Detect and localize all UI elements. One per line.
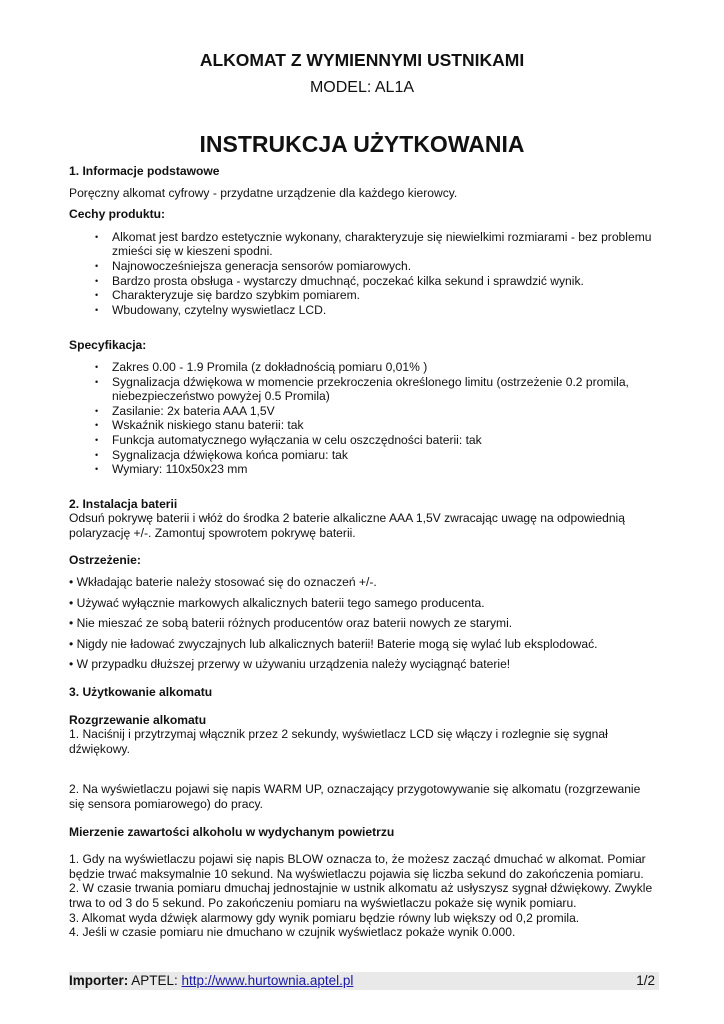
warning-item: • Nie mieszać ze sobą baterii różnych producentów oraz baterii nowych ze starymi.: [69, 616, 513, 631]
list-item: • Funkcja automatycznego wyłączania w celu oszczędności baterii: tak: [112, 433, 659, 448]
section-1-heading: 1. Informacje podstawowe: [69, 164, 220, 178]
list-item: • Wbudowany, czytelny wyswietlacz LCD.: [112, 303, 659, 318]
list-item: • Alkomat jest bardzo estetycznie wykonany, charakteryzuje się niewielkimi rozmiarami - bez problemu zmieści się w kieszeni spodni.: [112, 230, 659, 259]
warning-item: • Wkładając baterie należy stosować się do oznaczeń +/-.: [69, 575, 377, 590]
importer-website-link[interactable]: http://www.hurtownia.aptel.pl: [181, 973, 354, 988]
list-item: • Bardzo prosta obsługa - wystarczy dmuchnąć, poczekać kilka sekund i sprawdzić wynik.: [112, 274, 659, 289]
section-1-intro: Poręczny alkomat cyfrowy - przydatne urządzenie dla każdego kierowcy.: [69, 185, 458, 200]
warmup-heading: Rozgrzewanie alkomatu: [69, 712, 207, 727]
features-heading: Cechy produktu:: [69, 207, 166, 222]
section-2-text: Odsuń pokrywę baterii i włóż do środka 2 baterie alkaliczne AAA 1,5V zwracając uwagę na odpowiednią polaryzację +/-. Zamontuj spowrotem pokrywę baterii.: [69, 511, 625, 540]
warning-heading: Ostrzeżenie:: [69, 553, 141, 568]
list-item: • Zakres 0.00 - 1.9 Promila (z dokładnością pomiaru 0,01% ): [112, 360, 659, 375]
section-3-heading: 3. Użytkowanie alkomatu: [69, 685, 213, 700]
section-2-heading: 2. Instalacja baterii: [69, 496, 178, 511]
document-body: [69, 164, 659, 940]
warning-item: • Używać wyłącznie markowych alkalicznych baterii tego samego producenta.: [69, 595, 485, 610]
list-item: • Zasilanie: 2x bateria AAA 1,5V: [112, 404, 659, 419]
warmup-step-1: 1. Naciśnij i przytrzymaj włącznik przez 2 sekundy, wyświetlacz LCD się włączy i rozlegnie się sygnał dźwiękowy.: [69, 727, 608, 756]
list-item: • Sygnalizacja dźwiękowa końca pomiaru: tak: [112, 448, 659, 463]
warning-item: • W przypadku dłuższej przerwy w używaniu urządzenia należy wyciągnąć baterie!: [69, 657, 511, 672]
features-list: [69, 230, 659, 318]
page-footer: [69, 972, 659, 990]
measure-heading: Mierzenie zawartości alkoholu w wydychanym powietrzu: [69, 824, 395, 839]
page-number: 1/2: [636, 973, 655, 988]
measure-step: 1. Gdy na wyświetlaczu pojawi się napis BLOW oznacza to, że możesz zacząć dmuchać w alkomat. Pomiar będzie trwać maksymalnie 10 sekund. Na wyświetlaczu pojawia się liczba sekund do zakończenia pomiaru.: [69, 852, 646, 881]
measure-step: 2. W czasie trwania pomiaru dmuchaj jednostajnie w ustnik alkomatu aż usłyszysz sygnał dźwiękowy. Zwykle trwa to od 3 do 5 sekund. Po zakończeniu pomiaru na wyświetlaczu pokaże się wynik pomiaru.: [69, 881, 653, 910]
list-item: • Charakteryzuje się bardzo szybkim pomiarem.: [112, 288, 659, 303]
warning-item: • Nigdy nie ładować zwyczajnych lub alkalicznych baterii! Baterie mogą się wylać lub eksplodować.: [69, 636, 598, 651]
warmup-step-2: 2. Na wyświetlaczu pojawi się napis WARM UP, oznaczający przygotowywanie się alkomatu (rozgrzewanie się sensora pomiarowego) do pracy.: [69, 782, 641, 811]
model-label: MODEL: AL1A: [309, 79, 415, 96]
list-item: • Najnowocześniejsza generacja sensorów pomiarowych.: [112, 259, 659, 274]
spec-heading: Specyfikacja:: [69, 338, 147, 353]
importer-label: Importer:: [69, 973, 129, 988]
importer-name: APTEL:: [128, 973, 182, 988]
list-item: • Sygnalizacja dźwiękowa w momencie przekroczenia określonego limitu (ostrzeżenie 0.2 promila, niebezpieczeństwo powyżej 0.5 Promila): [112, 375, 659, 404]
spec-list: [69, 360, 659, 477]
list-item: • Wymiary: 110x50x23 mm: [112, 462, 659, 477]
measure-step: 3. Alkomat wyda dźwięk alarmowy gdy wynik pomiaru będzie równy lub większy od 0,2 promila.: [69, 910, 580, 925]
list-item: • Wskaźnik niskiego stanu baterii: tak: [112, 418, 659, 433]
measure-step: 4. Jeśli w czasie pomiaru nie dmuchano w czujnik wyświetlacz pokaże wynik 0.000.: [69, 925, 516, 940]
instructions-heading: INSTRUKCJA UŻYTKOWANIA: [199, 131, 525, 157]
document-title: ALKOMAT Z WYMIENNYMI USTNIKAMI: [199, 50, 525, 70]
